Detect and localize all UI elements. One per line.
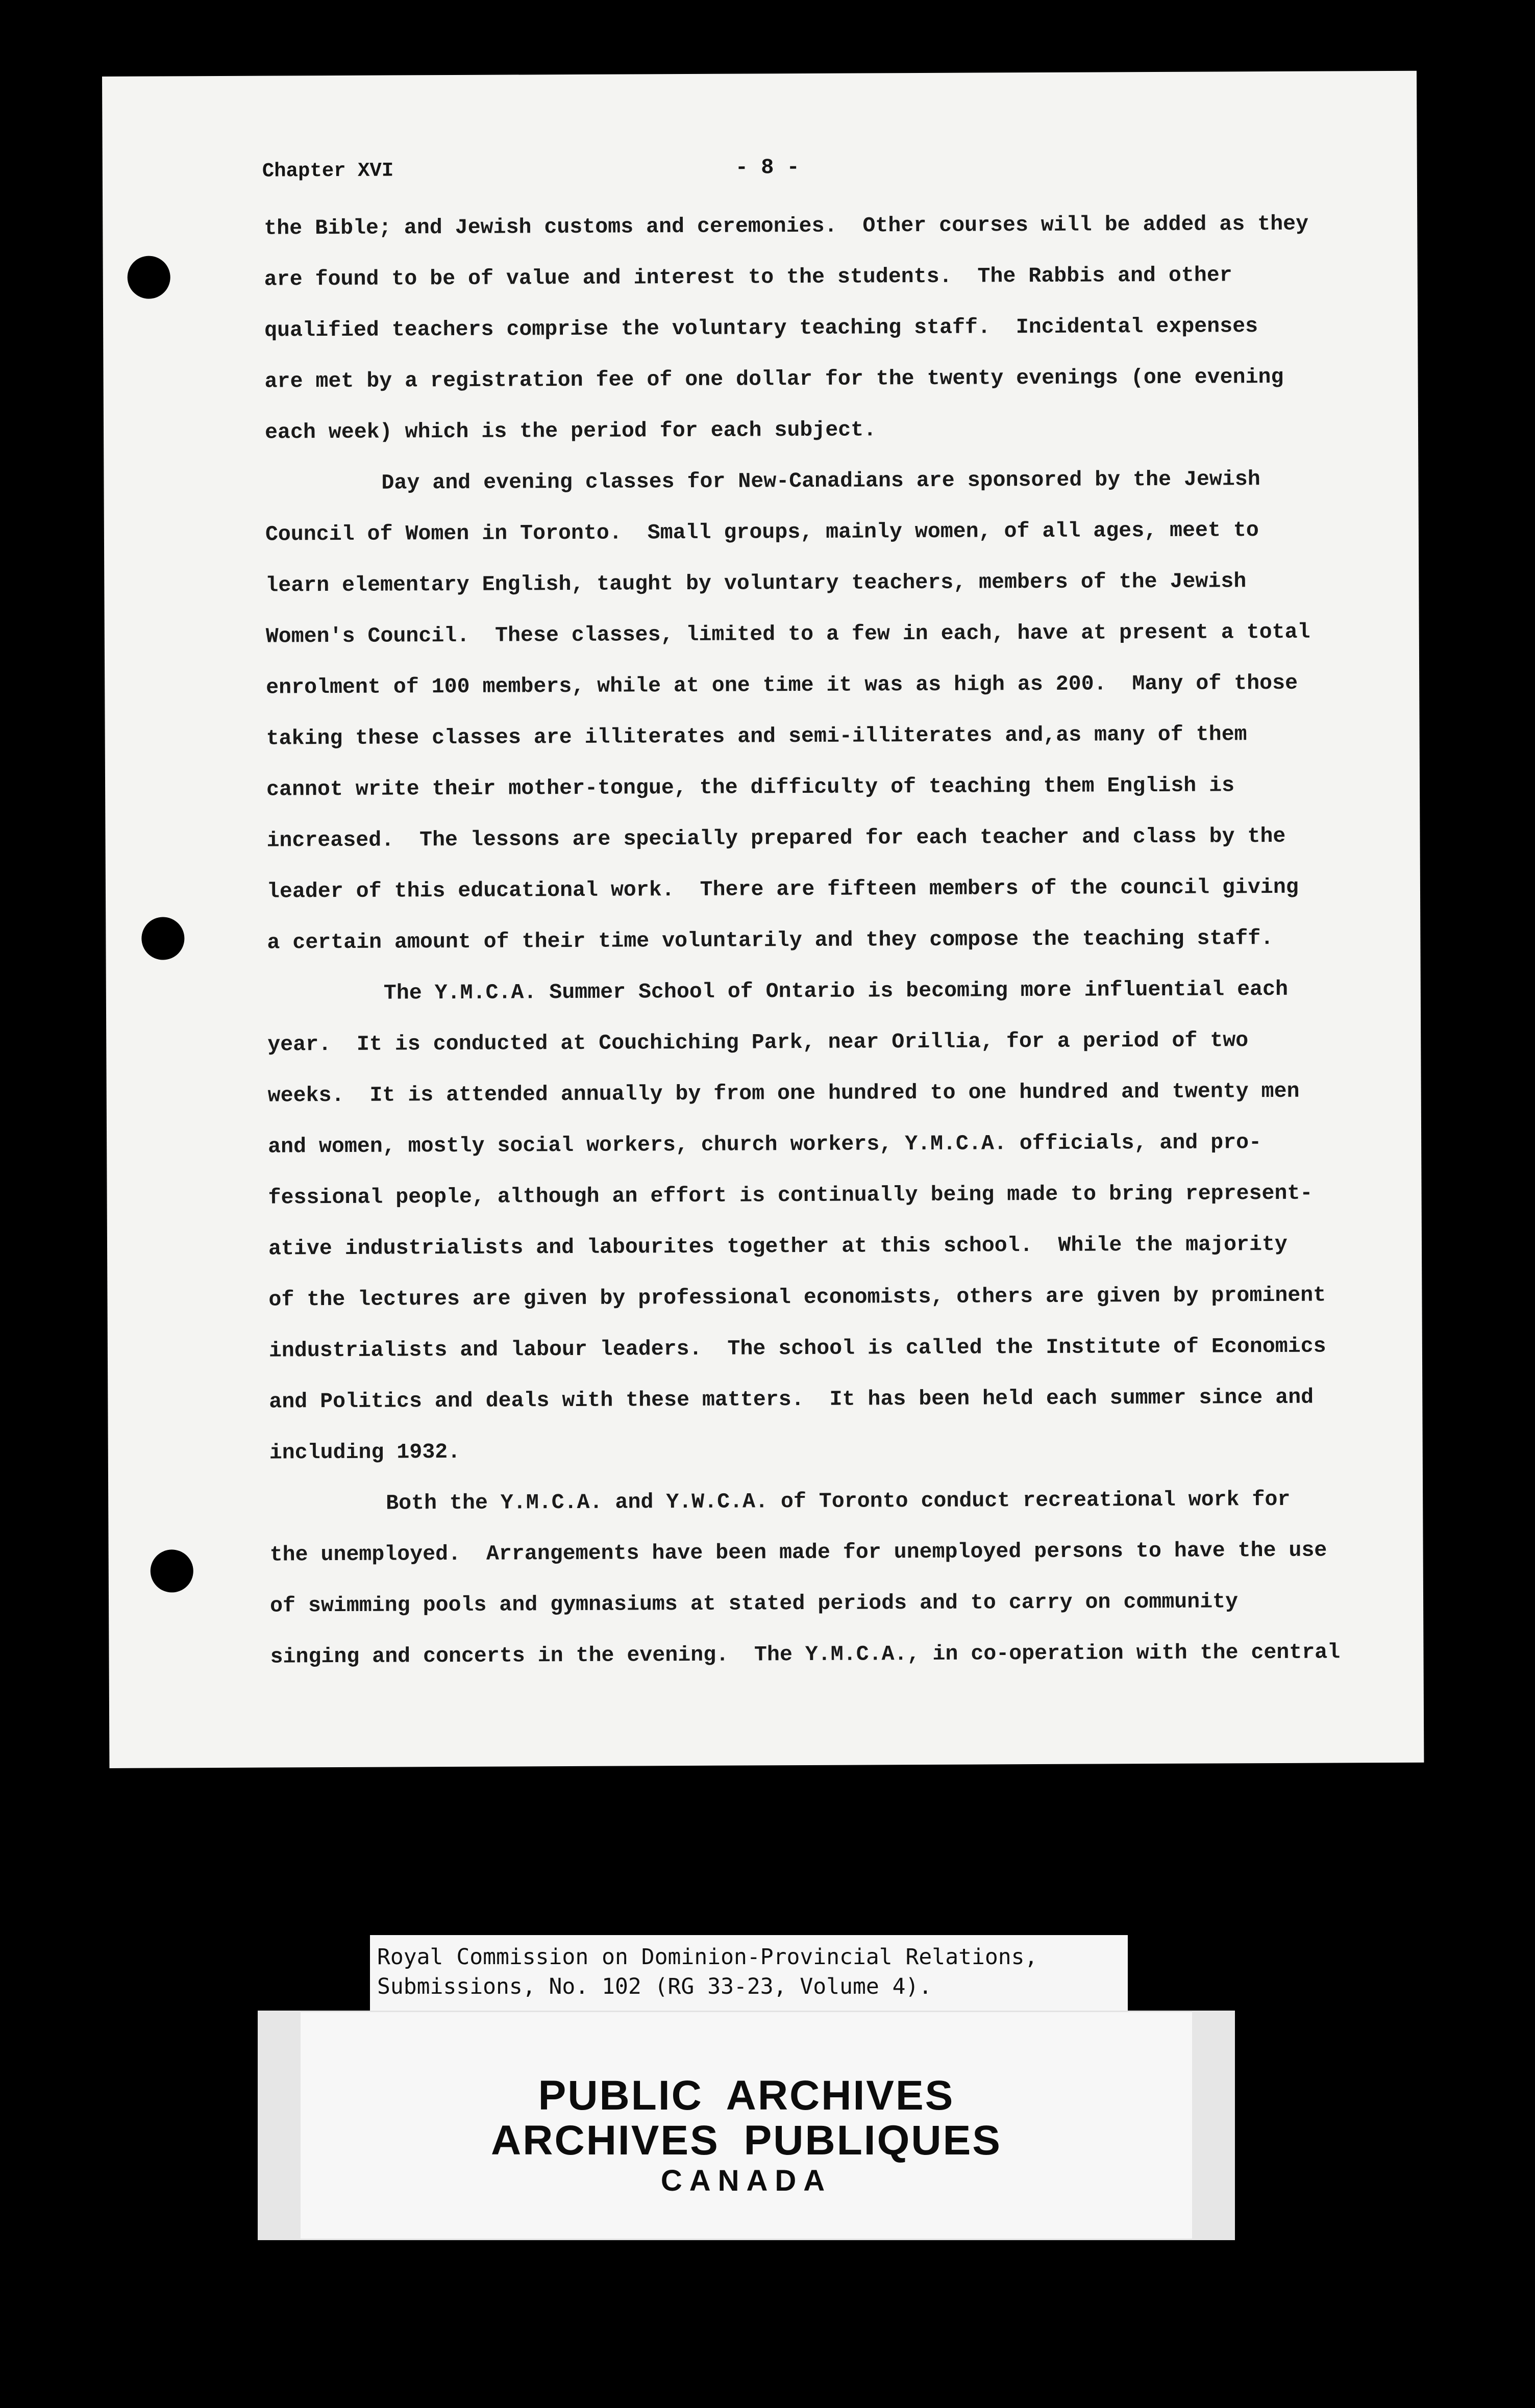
text-line: are found to be of value and interest to the students. The Rabbis and other	[264, 263, 1232, 292]
text-line: weeks. It is attended annually by from one hundred to one hundred and twenty men	[267, 1079, 1300, 1108]
punch-hole	[141, 917, 184, 960]
punch-hole	[128, 256, 170, 298]
stamp-title-english: PUBLIC ARCHIVES	[538, 2072, 955, 2119]
page-number: - 8 -	[735, 155, 800, 180]
document-page	[102, 71, 1424, 1768]
text-line: industrialists and labour leaders. The school is called the Institute of Economics	[268, 1334, 1326, 1363]
text-line: The Y.M.C.A. Summer School of Ontario is becoming more influential each	[383, 977, 1289, 1006]
text-line: leader of this educational work. There are fifteen members of the council giving	[266, 875, 1299, 904]
text-line: each week) which is the period for each subject.	[264, 418, 877, 445]
text-line: Council of Women in Toronto. Small groups, mainly women, of all ages, meet to	[265, 518, 1259, 547]
archival-citation-label	[370, 1935, 1128, 2011]
text-line: Day and evening classes for New-Canadians are sponsored by the Jewish	[381, 467, 1260, 495]
text-line: and Politics and deals with these matters. It has been held each summer since and	[269, 1385, 1314, 1414]
text-line: the unemployed. Arrangements have been made for unemployed persons to have the use	[269, 1538, 1327, 1567]
text-line: year. It is conducted at Couchiching Park, near Orillia, for a period of two	[267, 1029, 1249, 1057]
text-line: taking these classes are illiterates and semi-illiterates and,as many of them	[266, 722, 1247, 751]
text-line: enrolment of 100 members, while at one time it was as high as 200. Many of those	[266, 671, 1298, 700]
text-line: learn elementary English, taught by voluntary teachers, members of the Jewish	[265, 569, 1247, 598]
punch-hole	[151, 1549, 193, 1592]
text-line: ative industrialists and labourites together at this school. While the majority	[268, 1232, 1288, 1261]
citation-line: Submissions, No. 102 (RG 33-23, Volume 4).	[377, 1974, 932, 1999]
stamp-country: CANADA	[660, 2164, 832, 2197]
text-line: the Bible; and Jewish customs and ceremonies. Other courses will be added as they	[264, 212, 1309, 241]
text-line: increased. The lessons are specially prepared for each teacher and class by the	[266, 824, 1286, 853]
text-line: and women, mostly social workers, church workers, Y.M.C.A. officials, and pro-	[268, 1131, 1262, 1159]
text-line: are met by a registration fee of one dollar for the twenty evenings (one evening	[264, 365, 1284, 394]
text-line: of swimming pools and gymnasiums at stated periods and to carry on community	[269, 1590, 1239, 1618]
text-line: including 1932.	[269, 1440, 461, 1465]
text-line: of the lectures are given by professional economists, others are given by prominent	[268, 1283, 1326, 1312]
text-line: Both the Y.M.C.A. and Y.W.C.A. of Toronto conduct recreational work for	[386, 1487, 1291, 1516]
text-line: Women's Council. These classes, limited to a few in each, have at present a total	[265, 620, 1310, 649]
stamp-title-french: ARCHIVES PUBLIQUES	[491, 2117, 1002, 2164]
chapter-heading: Chapter XVI	[262, 159, 394, 183]
text-line: a certain amount of their time voluntarily and they compose the teaching staff.	[267, 926, 1274, 955]
text-line: fessional people, although an effort is continually being made to bring represent-	[268, 1181, 1313, 1210]
body-text	[264, 198, 1340, 1683]
citation-line: Royal Commission on Dominion-Provincial Relations,	[377, 1944, 1038, 1970]
text-line: cannot write their mother-tongue, the difficulty of teaching them English is	[266, 773, 1235, 802]
text-line: qualified teachers comprise the voluntary teaching staff. Incidental expenses	[264, 314, 1258, 343]
text-line: singing and concerts in the evening. The Y.M.C.A., in co-operation with the central	[270, 1640, 1341, 1669]
archives-stamp	[258, 2011, 1235, 2240]
